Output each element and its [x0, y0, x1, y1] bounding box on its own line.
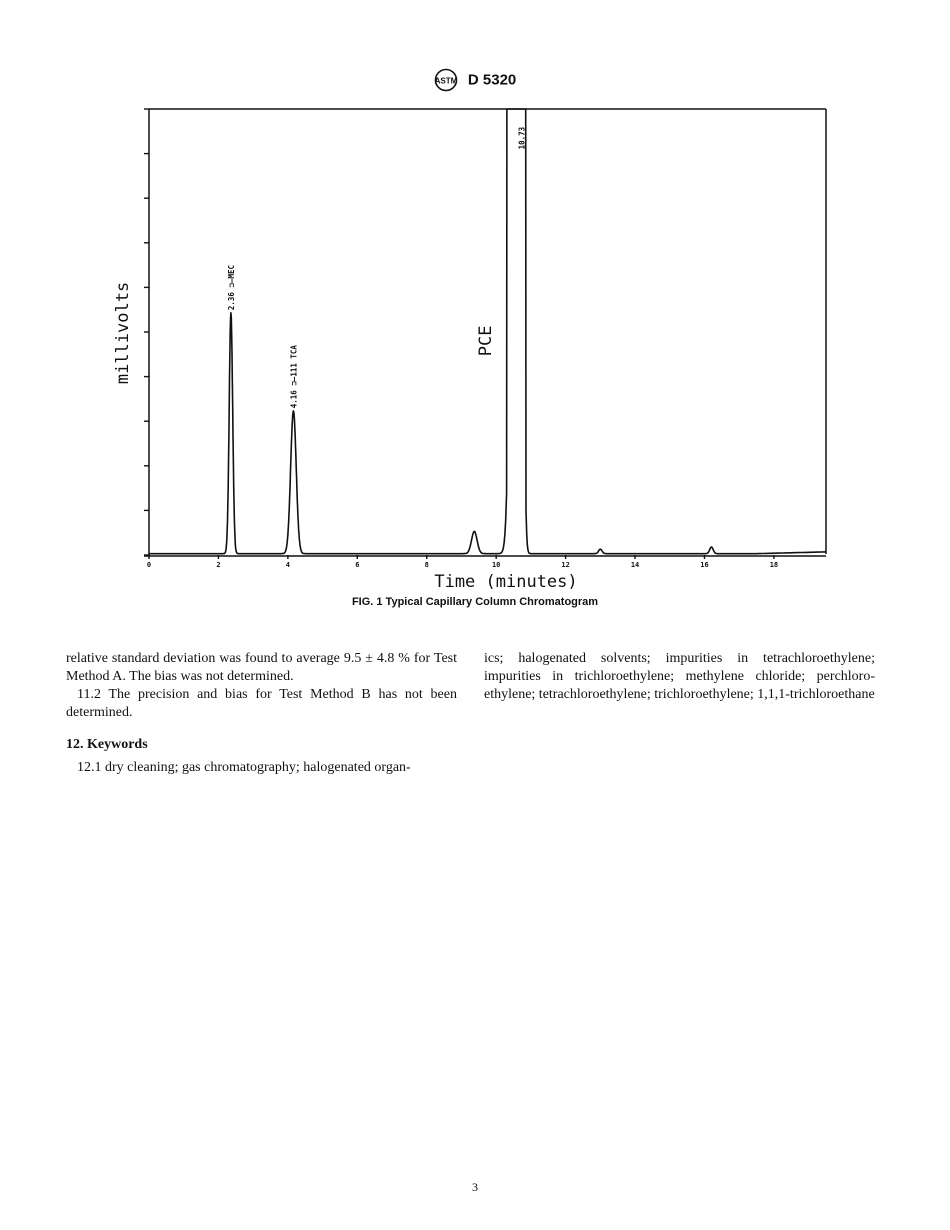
peak-label-pce: PCE	[476, 325, 497, 357]
chromatogram-chart	[100, 96, 840, 596]
x-tick-label: 14	[630, 561, 640, 569]
paragraph-11-2: 11.2 The precision and bias for Test Method B has not been determined.	[66, 687, 457, 720]
paragraph-bias: relative standard deviation was found to average 9.5 ± 4.8 % for Test Method A. The bias was not determined.	[66, 651, 457, 684]
x-axis-label: Time (minutes)	[434, 572, 578, 592]
section-heading-keywords: 12. Keywords	[66, 737, 148, 752]
x-tick-label: 4	[285, 561, 290, 569]
peak-retention-label: 2.36 ⊐—MEC	[226, 265, 236, 311]
astm-logo-icon	[434, 68, 458, 92]
x-tick-label: 12	[561, 561, 570, 569]
x-tick-label: 8	[424, 561, 429, 569]
x-tick-label: 2	[216, 561, 221, 569]
paragraph-keywords-continued: ics; halogenated solvents; impurities in tetrachloroethylene; impurities in trichloroethylene; methylene chloride; perchloro-ethylene; tetrachloroethylene; trichloroethylene; 1,1,1-trichloroethane	[484, 651, 875, 702]
page-number: 3	[472, 1180, 478, 1194]
x-axis-ticks	[147, 555, 778, 569]
x-tick-label: 16	[700, 561, 709, 569]
figure-caption: FIG. 1 Typical Capillary Column Chromatogram	[351, 596, 599, 608]
svg-text:ASTM: ASTM	[434, 76, 458, 86]
paragraph-12-1: 12.1 dry cleaning; gas chromatography; halogenated organ-	[77, 760, 411, 775]
peak-annotations	[227, 126, 527, 408]
page-header	[0, 68, 950, 92]
right-column	[484, 650, 875, 704]
document-code: D 5320	[467, 71, 517, 89]
left-column	[66, 650, 457, 777]
x-tick-label: 10	[491, 561, 501, 569]
x-tick-label: 6	[355, 561, 360, 569]
peak-retention-label: 10.73	[517, 126, 527, 150]
y-axis-label: millivolts	[113, 281, 133, 385]
x-tick-label: 18	[769, 561, 779, 569]
peak-retention-label: 4.16 ⊐—111 TCA	[289, 345, 299, 409]
x-tick-label: 0	[146, 561, 152, 569]
